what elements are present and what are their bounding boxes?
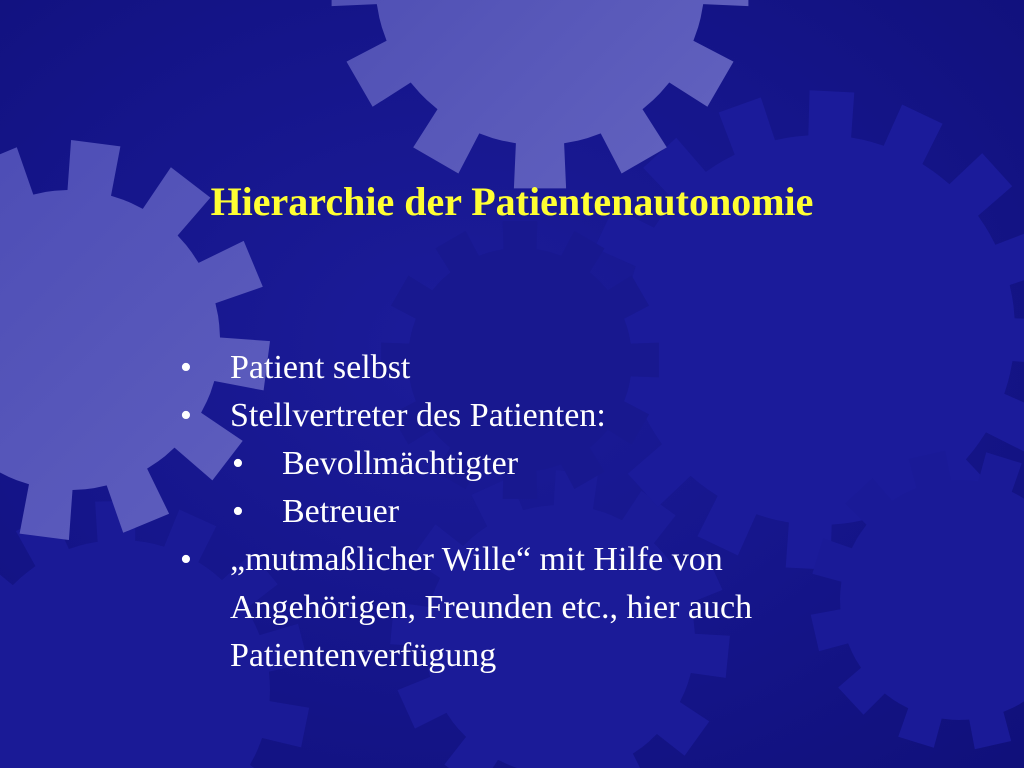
bullet-icon: • — [180, 397, 192, 434]
list-item-text: Bevollmächtigter — [282, 445, 519, 482]
list-item-stellvertreter — [176, 392, 916, 440]
list-item-patient-selbst — [176, 344, 916, 392]
list-subitem-bevollmaechtigter — [176, 440, 916, 488]
list-item-text-continued: Patientenverfügung — [230, 637, 497, 674]
bullet-icon: • — [232, 445, 244, 482]
list-item-mutmasslicher-wille — [176, 536, 916, 680]
bullet-icon: • — [232, 493, 244, 530]
slide-title: Hierarchie der Patientenautonomie — [210, 179, 814, 224]
bullet-list — [176, 344, 916, 680]
bullet-icon: • — [180, 349, 192, 386]
list-item-text: Betreuer — [282, 493, 400, 530]
list-item-text: Stellvertreter des Patienten: — [230, 397, 606, 434]
bullet-icon: • — [180, 541, 192, 578]
list-item-text: „mutmaßlicher Wille“ mit Hilfe von — [230, 541, 723, 578]
list-item-text: Patient selbst — [230, 349, 411, 386]
list-item-text-continued: Angehörigen, Freunden etc., hier auch — [230, 589, 753, 626]
list-subitem-betreuer — [176, 488, 916, 536]
